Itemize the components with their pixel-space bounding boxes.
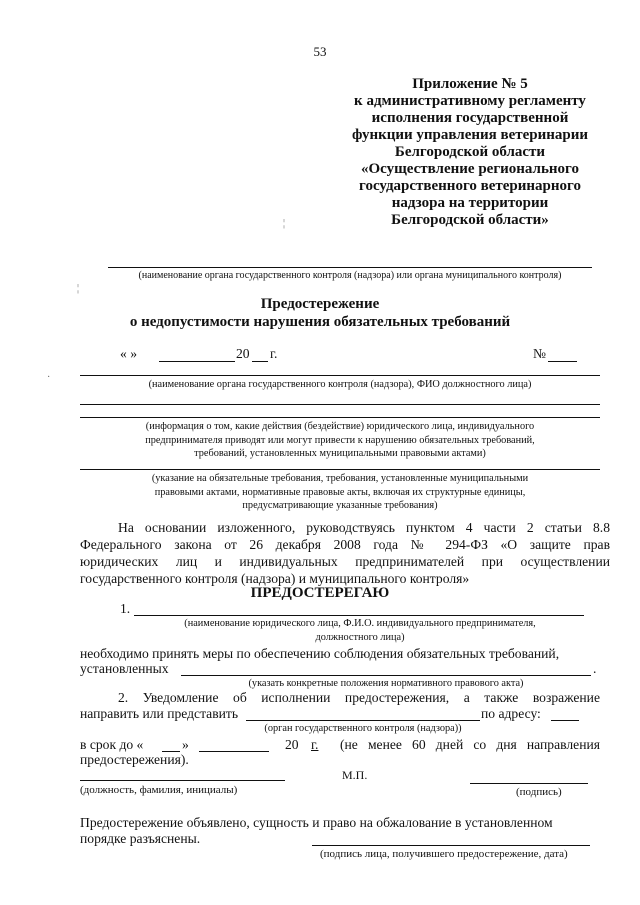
position-caption: (должность, фамилия, инициалы)	[80, 784, 238, 796]
appendix-line: исполнения государственной	[371, 110, 569, 126]
deadline-g: г.	[311, 737, 319, 752]
organ-fill-line[interactable]	[108, 267, 592, 268]
date-open: « »	[120, 346, 137, 361]
caption-line: требований, установленных муниципальными правовыми актами)	[194, 448, 486, 459]
caption-line: (информация о том, какие действия (бездействие) юридического лица, индивидуального	[145, 421, 535, 432]
act-fill-line[interactable]	[181, 675, 591, 676]
document-title: Предостережение	[260, 296, 380, 312]
scan-mark: ¦	[283, 218, 286, 229]
deadline-year: 20	[285, 737, 299, 752]
deadline-month-line[interactable]	[199, 751, 269, 752]
date-fill-line[interactable]	[159, 361, 235, 362]
caption-line: предусматривающие указанные требования)	[242, 500, 438, 511]
stamp-place: М.П.	[342, 768, 368, 782]
item1-fill-line[interactable]	[134, 615, 584, 616]
deadline-prefix: в срок до «	[80, 737, 144, 752]
act-caption: (указать конкретные положения нормативного правового акта)	[248, 678, 524, 689]
scan-mark: ·	[47, 372, 51, 383]
signature-fill-line[interactable]	[470, 783, 588, 784]
recipient-caption: (подпись лица, получившего предостережение, дата)	[320, 848, 568, 860]
scan-mark: ¦	[77, 283, 80, 294]
date-year: 20	[236, 346, 250, 361]
document-subtitle: о недопустимости нарушения обязательных требований	[129, 314, 511, 330]
deadline-close: »	[182, 737, 189, 752]
inspector-caption: (наименование органа государственного контроля (надзора), ФИО должностного лица)	[148, 379, 532, 390]
caption-line: должностного лица)	[315, 631, 405, 643]
info-fill-line[interactable]	[80, 404, 600, 405]
announce-line: порядке разъяснены.	[80, 831, 201, 846]
item2-send: направить или представить	[80, 706, 239, 721]
date-g: г.	[270, 346, 278, 361]
warn-heading: ПРЕДОСТЕРЕГАЮ	[250, 585, 390, 601]
info-fill-line[interactable]	[80, 417, 600, 418]
appendix-line: функции управления ветеринарии	[351, 127, 589, 143]
authority-fill-line[interactable]	[246, 720, 480, 721]
caption-line: правовыми актами, нормативные правовые акты, включая их структурные единицы,	[154, 486, 526, 498]
item1-caption	[130, 617, 590, 644]
year-fill-line[interactable]	[252, 361, 268, 362]
appendix-line: к административному регламенту	[354, 93, 586, 109]
requirements-caption	[80, 472, 600, 513]
organ-caption: (наименование органа государственного контроля (надзора) или органа муниципального контроля)	[138, 270, 562, 281]
measures-established: установленных	[80, 661, 169, 676]
caption-line: (наименование юридического лица, Ф.И.О. индивидуального предпринимателя,	[184, 618, 536, 629]
requirements-fill-line[interactable]	[80, 469, 600, 470]
number-sign: №	[533, 346, 546, 361]
measures-line: необходимо принять меры по обеспечению соблюдения обязательных требований,	[80, 646, 560, 661]
page-number: 53	[313, 44, 327, 59]
recipient-fill-line[interactable]	[312, 845, 590, 846]
caption-line: (указание на обязательные требования, требования, установленные муниципальными	[151, 473, 529, 484]
info-caption	[80, 420, 600, 461]
appendix-line: государственного ветеринарного	[359, 178, 581, 194]
signature-caption: (подпись)	[516, 786, 562, 798]
inspector-fill-line[interactable]	[80, 375, 600, 376]
number-fill-line[interactable]	[548, 361, 577, 362]
deadline-suffix: (не менее 60 дней со дня направления	[340, 737, 600, 752]
basis-line: юридических лиц и индивидуальных предпринимателей при осуществлении	[80, 554, 610, 569]
address-fill-line[interactable]	[551, 720, 579, 721]
appendix-line: «Осуществление регионального	[361, 161, 579, 177]
basis-line: На основании изложенного, руководствуясь пунктом 4 части 2 статьи 8.8	[118, 520, 610, 535]
appendix-line: Белгородской области	[394, 144, 546, 160]
appendix-line: Приложение № 5	[412, 76, 528, 92]
measures-end: .	[593, 661, 597, 676]
position-fill-line[interactable]	[80, 780, 285, 781]
authority-caption: (орган государственного контроля (надзора))	[264, 723, 462, 734]
item2-line: 2. Уведомление об исполнении предостережения, а также возражение	[118, 690, 600, 705]
basis-line: Федерального закона от 26 декабря 2008 года № 294-ФЗ «О защите прав	[80, 537, 610, 552]
announce-line: Предостережение объявлено, сущность и право на обжалование в установленном	[80, 815, 553, 830]
caption-line: предпринимателя приводят или могут привести к нарушению обязательных требований,	[145, 434, 535, 446]
appendix-header	[340, 76, 600, 229]
item2-address: по адресу:	[481, 706, 541, 721]
item1-number: 1.	[120, 601, 131, 616]
basis-paragraph	[80, 519, 610, 587]
appendix-line: надзора на территории	[391, 195, 549, 211]
deadline-line2: предостережения).	[80, 752, 189, 767]
appendix-line: Белгородской области»	[391, 212, 549, 228]
basis-line: государственного контроля (надзора) и муниципального контроля»	[80, 571, 470, 586]
